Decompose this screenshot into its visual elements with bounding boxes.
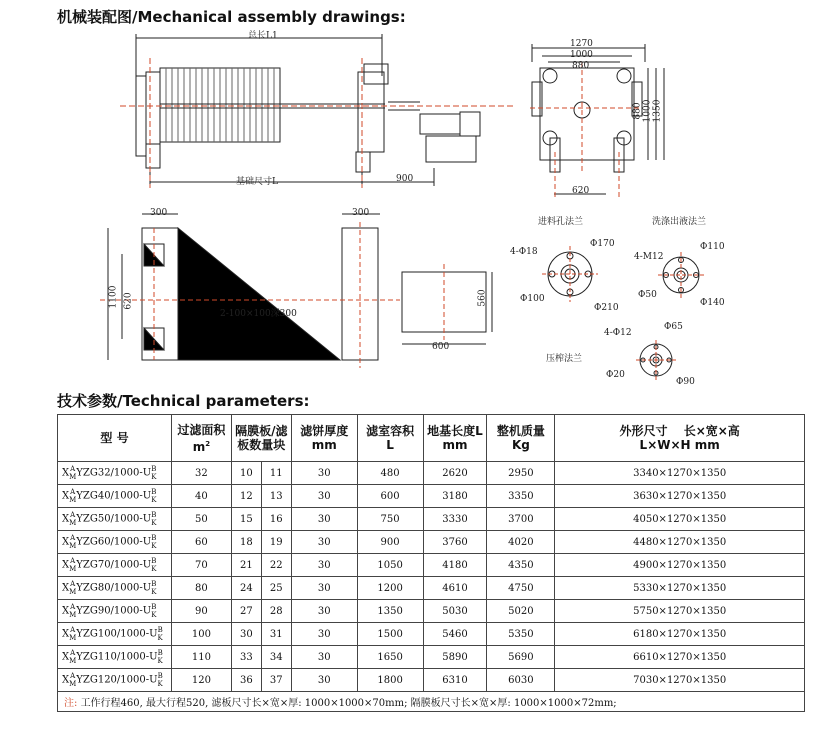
table-row bbox=[58, 646, 805, 669]
cell-dims: 4050×1270×1350 bbox=[555, 508, 805, 531]
cell-filter-plates: 22 bbox=[261, 554, 291, 577]
cell-mass: 3700 bbox=[487, 508, 555, 531]
dim-620: 620 bbox=[572, 186, 590, 196]
cell-base: 6310 bbox=[423, 669, 487, 692]
dim-1350-v: 1350 bbox=[652, 99, 663, 123]
cell-model: XA MYZG50/1000-UB K bbox=[58, 508, 172, 531]
cell-membrane-plates: 10 bbox=[231, 462, 261, 485]
cell-volume: 750 bbox=[357, 508, 423, 531]
cell-cake: 30 bbox=[291, 600, 357, 623]
feed-flange-d100: Φ100 bbox=[520, 294, 545, 304]
cell-base: 3760 bbox=[423, 531, 487, 554]
cell-membrane-plates: 21 bbox=[231, 554, 261, 577]
pit-label: 2-100×100深300 bbox=[220, 309, 297, 319]
dim-1000: 1000 bbox=[570, 50, 593, 60]
foundation-label: 基础尺寸L bbox=[236, 177, 278, 187]
cell-area: 120 bbox=[171, 669, 231, 692]
cell-filter-plates: 34 bbox=[261, 646, 291, 669]
cell-volume: 1200 bbox=[357, 577, 423, 600]
dim-1100: 1100 bbox=[108, 285, 119, 309]
cell-model: XA MYZG32/1000-UB K bbox=[58, 462, 172, 485]
wash-flange-title: 洗涤出液法兰 bbox=[652, 217, 707, 227]
cell-model: XA MYZG70/1000-UB K bbox=[58, 554, 172, 577]
feed-flange-d170: Φ170 bbox=[590, 239, 615, 249]
footnote-text: 工作行程460, 最大行程520, 滤板尺寸长×宽×厚: 1000×1000×70mm; 隔膜板尺寸长×宽×厚: 1000×1000×72mm; bbox=[80, 698, 617, 709]
cell-filter-plates: 16 bbox=[261, 508, 291, 531]
cell-filter-plates: 13 bbox=[261, 485, 291, 508]
cell-model: XA MYZG120/1000-UB K bbox=[58, 669, 172, 692]
press-flange-holes: 4-Φ12 bbox=[604, 328, 632, 338]
cell-volume: 1500 bbox=[357, 623, 423, 646]
feed-flange-title: 进料孔法兰 bbox=[538, 217, 584, 227]
cell-mass: 4020 bbox=[487, 531, 555, 554]
cell-membrane-plates: 12 bbox=[231, 485, 261, 508]
press-side-view bbox=[120, 28, 520, 198]
cell-cake: 30 bbox=[291, 485, 357, 508]
cell-cake: 30 bbox=[291, 577, 357, 600]
table-row bbox=[58, 531, 805, 554]
cell-membrane-plates: 36 bbox=[231, 669, 261, 692]
cell-base: 2620 bbox=[423, 462, 487, 485]
cell-dims: 3340×1270×1350 bbox=[555, 462, 805, 485]
table-row bbox=[58, 623, 805, 646]
cell-mass: 3350 bbox=[487, 485, 555, 508]
cell-membrane-plates: 27 bbox=[231, 600, 261, 623]
dim-300-b: 300 bbox=[352, 208, 370, 218]
cell-mass: 6030 bbox=[487, 669, 555, 692]
cell-volume: 1050 bbox=[357, 554, 423, 577]
cell-volume: 1800 bbox=[357, 669, 423, 692]
cell-dims: 5330×1270×1350 bbox=[555, 577, 805, 600]
cell-mass: 5350 bbox=[487, 623, 555, 646]
cell-area: 110 bbox=[171, 646, 231, 669]
params-heading: 技术参数/Technical parameters: bbox=[57, 392, 310, 410]
dim-880: 880 bbox=[572, 61, 590, 71]
cell-cake: 30 bbox=[291, 623, 357, 646]
header-cake: 滤饼厚度 mm bbox=[291, 415, 357, 462]
cell-volume: 600 bbox=[357, 485, 423, 508]
press-flange-title: 压榨法兰 bbox=[546, 354, 583, 364]
header-volume: 滤室容积 L bbox=[357, 415, 423, 462]
cell-dims: 6180×1270×1350 bbox=[555, 623, 805, 646]
dim-600: 600 bbox=[432, 342, 450, 352]
cell-base: 4180 bbox=[423, 554, 487, 577]
dim-900: 900 bbox=[396, 174, 414, 184]
cell-model: XA MYZG110/1000-UB K bbox=[58, 646, 172, 669]
feed-flange-drawing bbox=[540, 244, 600, 304]
cell-membrane-plates: 15 bbox=[231, 508, 261, 531]
cell-model: XA MYZG100/1000-UB K bbox=[58, 623, 172, 646]
cell-filter-plates: 28 bbox=[261, 600, 291, 623]
wash-flange-d110: Φ110 bbox=[700, 242, 725, 252]
cell-mass: 4750 bbox=[487, 577, 555, 600]
footnote bbox=[57, 690, 805, 712]
dim-300-a: 300 bbox=[150, 208, 168, 218]
cell-area: 80 bbox=[171, 577, 231, 600]
cell-dims: 3630×1270×1350 bbox=[555, 485, 805, 508]
cell-model: XA MYZG60/1000-UB K bbox=[58, 531, 172, 554]
cell-dims: 4900×1270×1350 bbox=[555, 554, 805, 577]
cell-model: XA MYZG90/1000-UB K bbox=[58, 600, 172, 623]
cell-base: 5890 bbox=[423, 646, 487, 669]
dim-880-v: 880 bbox=[632, 102, 643, 120]
header-model: 型 号 bbox=[58, 415, 172, 462]
feed-flange-d210: Φ210 bbox=[594, 303, 619, 313]
cell-cake: 30 bbox=[291, 554, 357, 577]
table-row bbox=[58, 508, 805, 531]
cell-filter-plates: 19 bbox=[261, 531, 291, 554]
feed-flange-holes: 4-Φ18 bbox=[510, 247, 538, 257]
cell-dims: 6610×1270×1350 bbox=[555, 646, 805, 669]
cell-filter-plates: 25 bbox=[261, 577, 291, 600]
cell-membrane-plates: 24 bbox=[231, 577, 261, 600]
press-flange-d65: Φ65 bbox=[664, 322, 683, 332]
dim-1000-v: 1000 bbox=[642, 99, 653, 123]
press-flange-d20: Φ20 bbox=[606, 370, 625, 380]
cell-volume: 900 bbox=[357, 531, 423, 554]
cell-base: 4610 bbox=[423, 577, 487, 600]
press-flange-drawing bbox=[634, 338, 678, 382]
header-mass: 整机质量 Kg bbox=[487, 415, 555, 462]
cell-area: 70 bbox=[171, 554, 231, 577]
cell-base: 3330 bbox=[423, 508, 487, 531]
cell-base: 5460 bbox=[423, 623, 487, 646]
cell-model: XA MYZG80/1000-UB K bbox=[58, 577, 172, 600]
cell-membrane-plates: 33 bbox=[231, 646, 261, 669]
table-row bbox=[58, 577, 805, 600]
cell-cake: 30 bbox=[291, 646, 357, 669]
cell-filter-plates: 11 bbox=[261, 462, 291, 485]
cell-mass: 2950 bbox=[487, 462, 555, 485]
cell-cake: 30 bbox=[291, 508, 357, 531]
header-area: 过滤面积 $m^2$ bbox=[171, 415, 231, 462]
cell-area: 90 bbox=[171, 600, 231, 623]
cell-base: 3180 bbox=[423, 485, 487, 508]
cell-model: XA MYZG40/1000-UB K bbox=[58, 485, 172, 508]
parameters-table bbox=[57, 414, 805, 692]
press-flange-d90: Φ90 bbox=[676, 377, 695, 387]
dim-560: 560 bbox=[477, 289, 488, 307]
table-row bbox=[58, 485, 805, 508]
cell-area: 60 bbox=[171, 531, 231, 554]
cell-membrane-plates: 30 bbox=[231, 623, 261, 646]
cell-area: 100 bbox=[171, 623, 231, 646]
wash-flange-holes: 4-M12 bbox=[634, 252, 664, 262]
cell-mass: 5020 bbox=[487, 600, 555, 623]
cell-filter-plates: 37 bbox=[261, 669, 291, 692]
cell-base: 5030 bbox=[423, 600, 487, 623]
cell-mass: 5690 bbox=[487, 646, 555, 669]
cell-cake: 30 bbox=[291, 669, 357, 692]
cell-dims: 5750×1270×1350 bbox=[555, 600, 805, 623]
wash-flange-drawing bbox=[656, 250, 706, 300]
cell-volume: 480 bbox=[357, 462, 423, 485]
table-row bbox=[58, 669, 805, 692]
cell-dims: 7030×1270×1350 bbox=[555, 669, 805, 692]
cell-membrane-plates: 18 bbox=[231, 531, 261, 554]
header-dims: 外形尺寸 长×宽×高 L×W×H mm bbox=[555, 415, 805, 462]
cell-area: 50 bbox=[171, 508, 231, 531]
table-row bbox=[58, 462, 805, 485]
table-row bbox=[58, 600, 805, 623]
cell-mass: 4350 bbox=[487, 554, 555, 577]
cell-area: 32 bbox=[171, 462, 231, 485]
cell-cake: 30 bbox=[291, 531, 357, 554]
cell-filter-plates: 31 bbox=[261, 623, 291, 646]
drawings-heading: 机械装配图/Mechanical assembly drawings: bbox=[57, 8, 406, 26]
dim-1270: 1270 bbox=[570, 39, 593, 49]
cell-area: 40 bbox=[171, 485, 231, 508]
header-base: 地基长度L mm bbox=[423, 415, 487, 462]
cell-volume: 1350 bbox=[357, 600, 423, 623]
table-header-row bbox=[58, 415, 805, 462]
total-length-label: 总长L1 bbox=[248, 31, 278, 41]
cell-cake: 30 bbox=[291, 462, 357, 485]
dim-620-v: 620 bbox=[123, 292, 134, 310]
wash-flange-d50: Φ50 bbox=[638, 290, 657, 300]
footnote-label: 注: bbox=[64, 698, 78, 709]
cell-dims: 4480×1270×1350 bbox=[555, 531, 805, 554]
wash-flange-d140: Φ140 bbox=[700, 298, 725, 308]
table-row bbox=[58, 554, 805, 577]
header-plates: 隔膜板/滤板数量块 bbox=[231, 415, 291, 462]
cell-volume: 1650 bbox=[357, 646, 423, 669]
